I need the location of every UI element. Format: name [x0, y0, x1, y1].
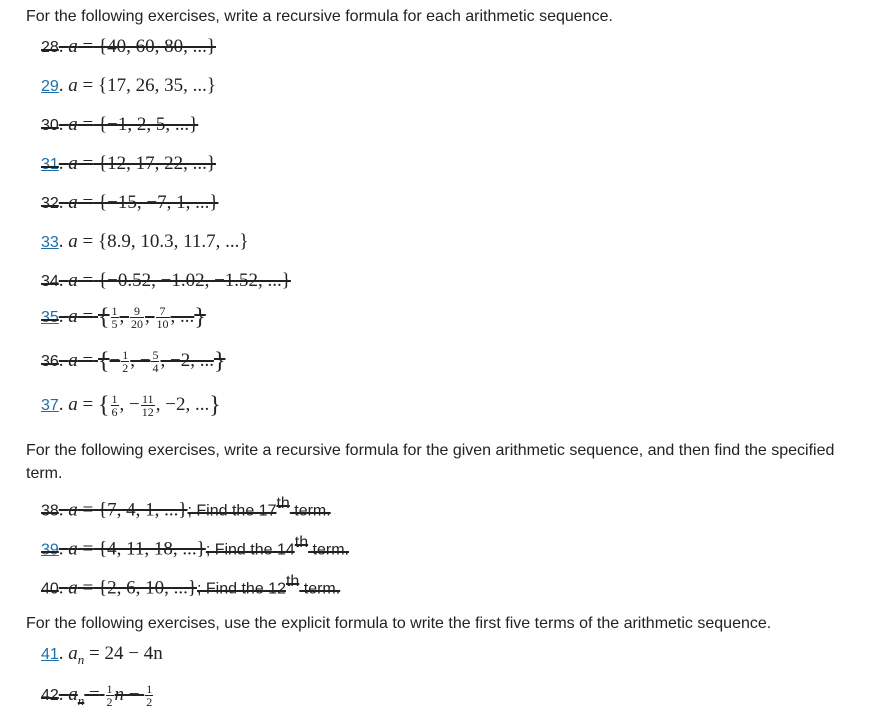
exercise-32: 32. a = {−15, −7, 1, ...}: [41, 192, 219, 213]
exercise-34: 34. a = {−0.52, −1.02, −1.52, ...}: [41, 270, 291, 291]
exercise-38: 38. a = {7, 4, 1, ...}; Find the 17th term.: [41, 495, 331, 521]
exercise-40: 40. a = {2, 6, 10, ...}; Find the 12th term.: [41, 573, 341, 599]
exercise-31: 31. a = {12, 17, 22, ...}: [41, 153, 217, 174]
exercise-39: 39. a = {4, 11, 18, ...}; Find the 14th term.: [41, 534, 349, 560]
exercise-number: 34: [41, 273, 59, 290]
exercise-29: 29. a = {17, 26, 35, ...}: [41, 75, 217, 96]
exercise-number: 42: [41, 687, 59, 704]
exercise-39-link[interactable]: 39: [41, 541, 59, 559]
exercise-37: 37. a = { $\frac{1}{6}$ , − $\frac{11}{12}$ , −2, ...}: [41, 392, 221, 420]
section-1-intro: For the following exercises, write a recursive formula for each arithmetic sequence.: [26, 8, 613, 25]
exercise-33-link[interactable]: 33: [41, 234, 59, 251]
section-2-intro: For the following exercises, write a recursive formula for the given arithmetic sequence, and then find the specified term.: [26, 442, 835, 482]
exercise-35: 35. a = { $\frac{1}{5}$ , $\frac{9}{20}$ , $\frac{7}{10}$ , ...}: [41, 304, 206, 332]
exercise-number: 32: [41, 195, 59, 212]
exercise-41-link[interactable]: 41: [41, 646, 59, 663]
exercise-36: 36. a = {− $\frac{1}{2}$ , − $\frac{5}{4}$ , −2, ...}: [41, 348, 226, 376]
exercise-number: 40: [41, 580, 59, 598]
exercise-37-link[interactable]: 37: [41, 397, 59, 414]
exercise-42: 42. $a_n$ = $\frac{1}{2}$ n − $\frac{1}{2}$: [41, 682, 153, 710]
section-3-intro: For the following exercises, use the explicit formula to write the first five terms of the arithmetic sequence.: [26, 615, 772, 632]
exercise-number: 38: [41, 502, 59, 520]
exercise-41: 41. $a_n = 24 - 4n$: [41, 643, 163, 667]
exercise-33: 33. a = {8.9, 10.3, 11.7, ...}: [41, 231, 249, 252]
exercise-31-link[interactable]: 31: [41, 156, 59, 173]
exercise-number: 36: [41, 353, 59, 370]
exercise-29-link[interactable]: 29: [41, 78, 59, 95]
exercise-28: 28. a = {40, 60, 80, ...}: [41, 36, 217, 57]
exercise-30: 30. a = {−1, 2, 5, ...}: [41, 114, 199, 135]
exercise-35-link[interactable]: 35: [41, 309, 59, 326]
exercise-number: 30: [41, 117, 59, 134]
exercise-number: 28: [41, 39, 59, 56]
